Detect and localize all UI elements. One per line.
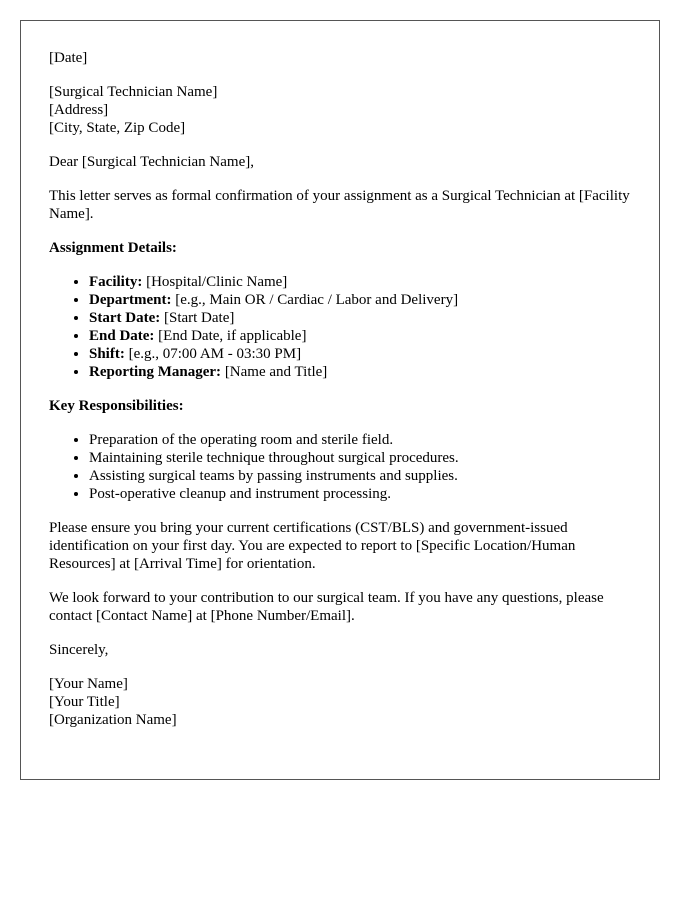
key-responsibilities-list [49, 431, 631, 503]
assignment-item-label: End Date: [89, 328, 155, 344]
letter-page [20, 20, 660, 780]
sign-off: Sincerely, [49, 642, 109, 658]
assignment-details-list [49, 273, 631, 381]
assignment-details-heading: Assignment Details: [49, 240, 177, 256]
closing-paragraph: We look forward to your contribution to our surgical team. If you have any questions, please contact [Contact Name] at [Phone Number/Email]. [49, 590, 604, 624]
instructions-paragraph: Please ensure you bring your current certifications (CST/BLS) and government-issued identification on your first day. You are expected to report to [Specific Location/Human Resources] at [Arrival Time] for orientation. [49, 520, 576, 572]
letter-date: [Date] [49, 50, 88, 66]
assignment-item-value: [e.g., 07:00 AM - 03:30 PM] [124, 346, 302, 362]
assignment-item-label: Start Date: [89, 310, 161, 326]
assignment-item-value: [Start Date] [160, 310, 235, 326]
assignment-item-value: [Name and Title] [221, 364, 328, 380]
salutation: Dear [Surgical Technician Name], [49, 154, 254, 170]
recipient-address: [Address] [49, 102, 109, 118]
assignment-item-department [89, 291, 631, 309]
recipient-address-block [49, 83, 631, 137]
intro-paragraph: This letter serves as formal confirmation of your assignment as a Surgical Technician at [Facility Name]. [49, 188, 630, 222]
assignment-item-label: Shift: [89, 346, 125, 362]
recipient-city-state-zip: [City, State, Zip Code] [49, 120, 186, 136]
assignment-item-label: Department: [89, 292, 172, 308]
responsibility-item: • Maintaining sterile technique throughout surgical procedures. [89, 449, 631, 467]
assignment-item-value: [Hospital/Clinic Name] [142, 274, 288, 290]
sender-name: [Your Name] [49, 676, 128, 692]
sender-signature-block [49, 675, 631, 729]
assignment-item-reporting-manager [89, 363, 631, 381]
sender-title: [Your Title] [49, 694, 120, 710]
assignment-item-label: Reporting Manager: [89, 364, 222, 380]
assignment-item-facility [89, 273, 631, 291]
responsibility-item: • Post-operative cleanup and instrument processing. [89, 485, 631, 503]
assignment-item-value: [e.g., Main OR / Cardiac / Labor and Delivery] [171, 292, 459, 308]
responsibility-item: • Preparation of the operating room and sterile field. [89, 431, 631, 449]
sender-organization: [Organization Name] [49, 712, 177, 728]
recipient-name: [Surgical Technician Name] [49, 84, 218, 100]
assignment-item-start-date [89, 309, 631, 327]
assignment-item-label: Facility: [89, 274, 143, 290]
key-responsibilities-heading: Key Responsibilities: [49, 398, 184, 414]
responsibility-item: • Assisting surgical teams by passing instruments and supplies. [89, 467, 631, 485]
assignment-item-value: [End Date, if applicable] [154, 328, 307, 344]
assignment-item-end-date [89, 327, 631, 345]
assignment-item-shift [89, 345, 631, 363]
